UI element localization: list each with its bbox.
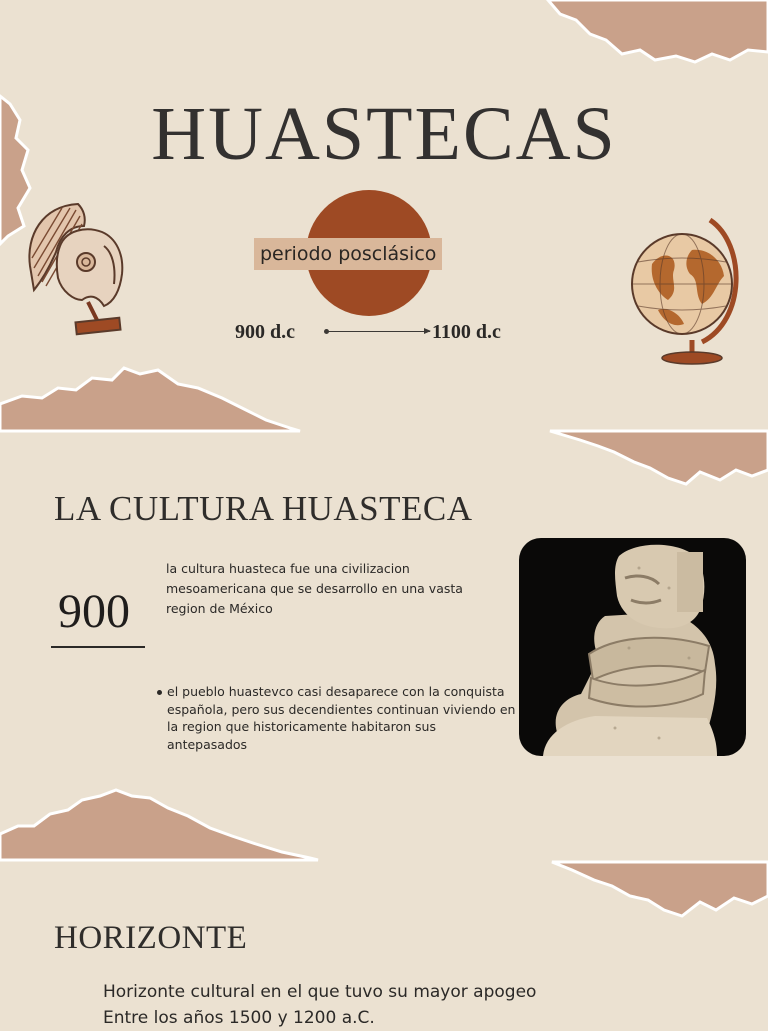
year-highlight: 900	[58, 585, 130, 638]
bullet-line: el pueblo huastevco casi desaparece con la conquista	[167, 684, 505, 699]
arrow-right-icon	[424, 328, 431, 334]
page-title: HUASTECAS	[151, 92, 617, 176]
bullet-line: la region que historicamente habitaron sus	[167, 719, 436, 734]
timeline-end-year: 1100 d.c	[432, 321, 501, 343]
sculpture-photo	[519, 538, 746, 756]
bullet-line: antepasados	[167, 736, 248, 752]
paragraph-line: la cultura huasteca fue una civilizacion	[166, 561, 410, 576]
timeline-arrow	[326, 331, 430, 332]
cultura-paragraph	[166, 559, 463, 619]
year-underline	[51, 646, 145, 648]
horizonte-text	[103, 979, 536, 1031]
horizonte-line: Horizonte cultural en el que tuvo su mayor apogeo	[103, 982, 537, 1002]
cultura-bullet	[167, 683, 515, 753]
helmet-icon	[20, 196, 130, 342]
globe-icon	[628, 214, 748, 368]
timeline-start-year: 900 d.c	[235, 321, 295, 343]
bullet-line: española, pero sus decendientes continuan viviendo en	[167, 701, 516, 717]
section-heading-horizonte: HORIZONTE	[54, 920, 248, 956]
bullet-icon	[157, 690, 162, 695]
section-heading-cultura: LA CULTURA HUASTECA	[54, 489, 473, 528]
paragraph-line: mesoamericana que se desarrollo en una vasta	[166, 581, 463, 596]
horizonte-line: Entre los años 1500 y 1200 a.C.	[103, 1008, 375, 1028]
period-label: periodo posclásico	[254, 238, 442, 270]
paragraph-line: region de México	[166, 601, 273, 616]
